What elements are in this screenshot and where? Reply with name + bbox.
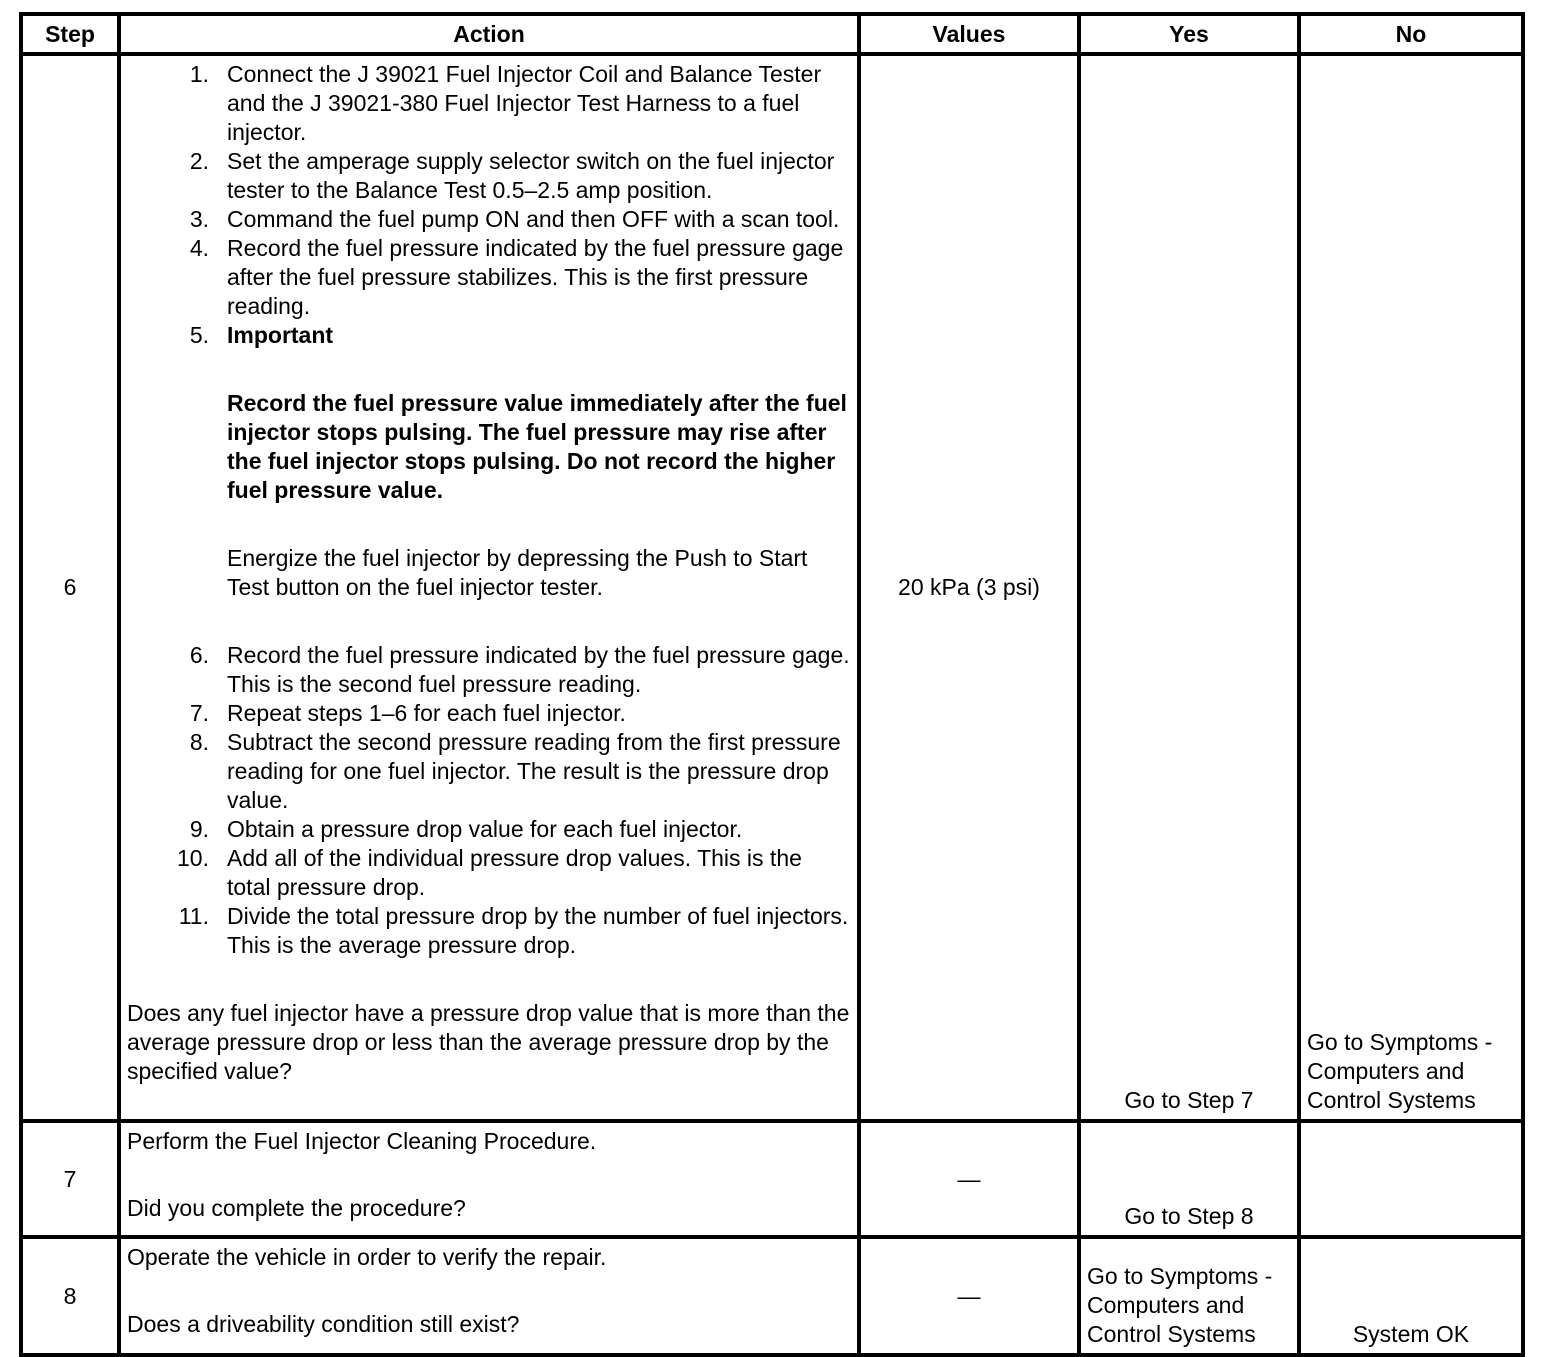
header-no: No xyxy=(1299,14,1523,54)
header-yes: Yes xyxy=(1079,14,1299,54)
item-number: 5. xyxy=(189,322,209,348)
action-text: Perform the Fuel Injector Cleaning Procedure. xyxy=(127,1128,597,1154)
action-cell xyxy=(119,1237,859,1355)
item-text: Add all of the individual pressure drop values. This is the total pressure drop. xyxy=(227,845,802,900)
values-cell: — xyxy=(859,1237,1079,1355)
item-number: 4. xyxy=(189,235,209,261)
spacer xyxy=(127,1156,851,1194)
step-number: 6 xyxy=(21,54,119,1121)
action-cell xyxy=(119,54,859,1121)
list-item xyxy=(127,234,851,321)
action-question: Does a driveability condition still exist? xyxy=(127,1311,520,1337)
spacer xyxy=(127,960,851,999)
item-text: Record the fuel pressure indicated by the fuel pressure gage. This is the second fuel pressure reading. xyxy=(227,642,850,697)
item-text: Subtract the second pressure reading from the first pressure reading for one fuel injector. The result is the pressure drop value. xyxy=(227,729,841,813)
item-text: Connect the J 39021 Fuel Injector Coil and Balance Tester and the J 39021-380 Fuel Injector Test Harness to a fuel injector. xyxy=(227,61,822,145)
table-row-step-6 xyxy=(21,54,1523,1121)
action-question: Does any fuel injector have a pressure drop value that is more than the average pressure drop or less than the average pressure drop by the specified value? xyxy=(127,1000,850,1084)
header-row xyxy=(21,14,1523,54)
action-steps-list xyxy=(127,60,851,960)
spacer xyxy=(227,505,851,544)
diagnostic-table xyxy=(19,12,1525,1357)
item-number: 9. xyxy=(189,816,209,842)
list-item xyxy=(127,205,851,234)
yes-cell: Go to Step 8 xyxy=(1079,1121,1299,1237)
item-text: Record the fuel pressure indicated by the fuel pressure gage after the fuel pressure stabilizes. This is the first pressure reading. xyxy=(227,235,844,319)
list-item xyxy=(127,147,851,205)
list-item xyxy=(127,699,851,728)
no-cell: System OK xyxy=(1299,1237,1523,1355)
item-text: Repeat steps 1–6 for each fuel injector. xyxy=(227,700,626,726)
yes-cell: Go to Step 7 xyxy=(1079,54,1299,1121)
list-item xyxy=(127,844,851,902)
spacer xyxy=(227,602,851,641)
step-number: 8 xyxy=(21,1237,119,1355)
table-row-step-7 xyxy=(21,1121,1523,1237)
item-number: 7. xyxy=(189,700,209,726)
spacer xyxy=(227,350,851,389)
list-item xyxy=(127,321,851,641)
action-cell xyxy=(119,1121,859,1237)
list-item xyxy=(127,902,851,960)
values-cell: 20 kPa (3 psi) xyxy=(859,54,1079,1121)
list-item xyxy=(127,728,851,815)
item-number: 3. xyxy=(189,206,209,232)
important-note: Record the fuel pressure value immediately after the fuel injector stops pulsing. The fuel pressure may rise after the fuel injector stops pulsing. Do not record the higher fuel pressure value. xyxy=(227,390,847,503)
item-text: Command the fuel pump ON and then OFF with a scan tool. xyxy=(227,206,840,232)
item-text: Divide the total pressure drop by the number of fuel injectors. This is the average pressure drop. xyxy=(227,903,849,958)
yes-cell: Go to Symptoms - Computers and Control Systems xyxy=(1079,1237,1299,1355)
important-label: Important xyxy=(227,322,334,348)
no-cell xyxy=(1299,1121,1523,1237)
list-item xyxy=(127,815,851,844)
header-action: Action xyxy=(119,14,859,54)
step-number: 7 xyxy=(21,1121,119,1237)
action-question: Did you complete the procedure? xyxy=(127,1195,466,1221)
item-number: 1. xyxy=(189,61,209,87)
spacer xyxy=(127,1272,851,1310)
action-text: Operate the vehicle in order to verify the repair. xyxy=(127,1244,607,1270)
values-cell: — xyxy=(859,1121,1079,1237)
item-text: Obtain a pressure drop value for each fuel injector. xyxy=(227,816,743,842)
header-values: Values xyxy=(859,14,1079,54)
item-number: 11. xyxy=(178,903,209,929)
table-row-step-8 xyxy=(21,1237,1523,1355)
no-cell: Go to Symptoms - Computers and Control Systems xyxy=(1299,54,1523,1121)
item-number: 2. xyxy=(189,148,209,174)
list-item xyxy=(127,60,851,147)
item-number: 10. xyxy=(177,845,209,871)
header-step: Step xyxy=(21,14,119,54)
item-number: 8. xyxy=(189,729,209,755)
item-text: Set the amperage supply selector switch on the fuel injector tester to the Balance Test 0.5–2.5 amp position. xyxy=(227,148,835,203)
item-text: Energize the fuel injector by depressing the Push to Start Test button on the fuel injector tester. xyxy=(227,545,808,600)
list-item xyxy=(127,641,851,699)
item-number: 6. xyxy=(189,642,209,668)
